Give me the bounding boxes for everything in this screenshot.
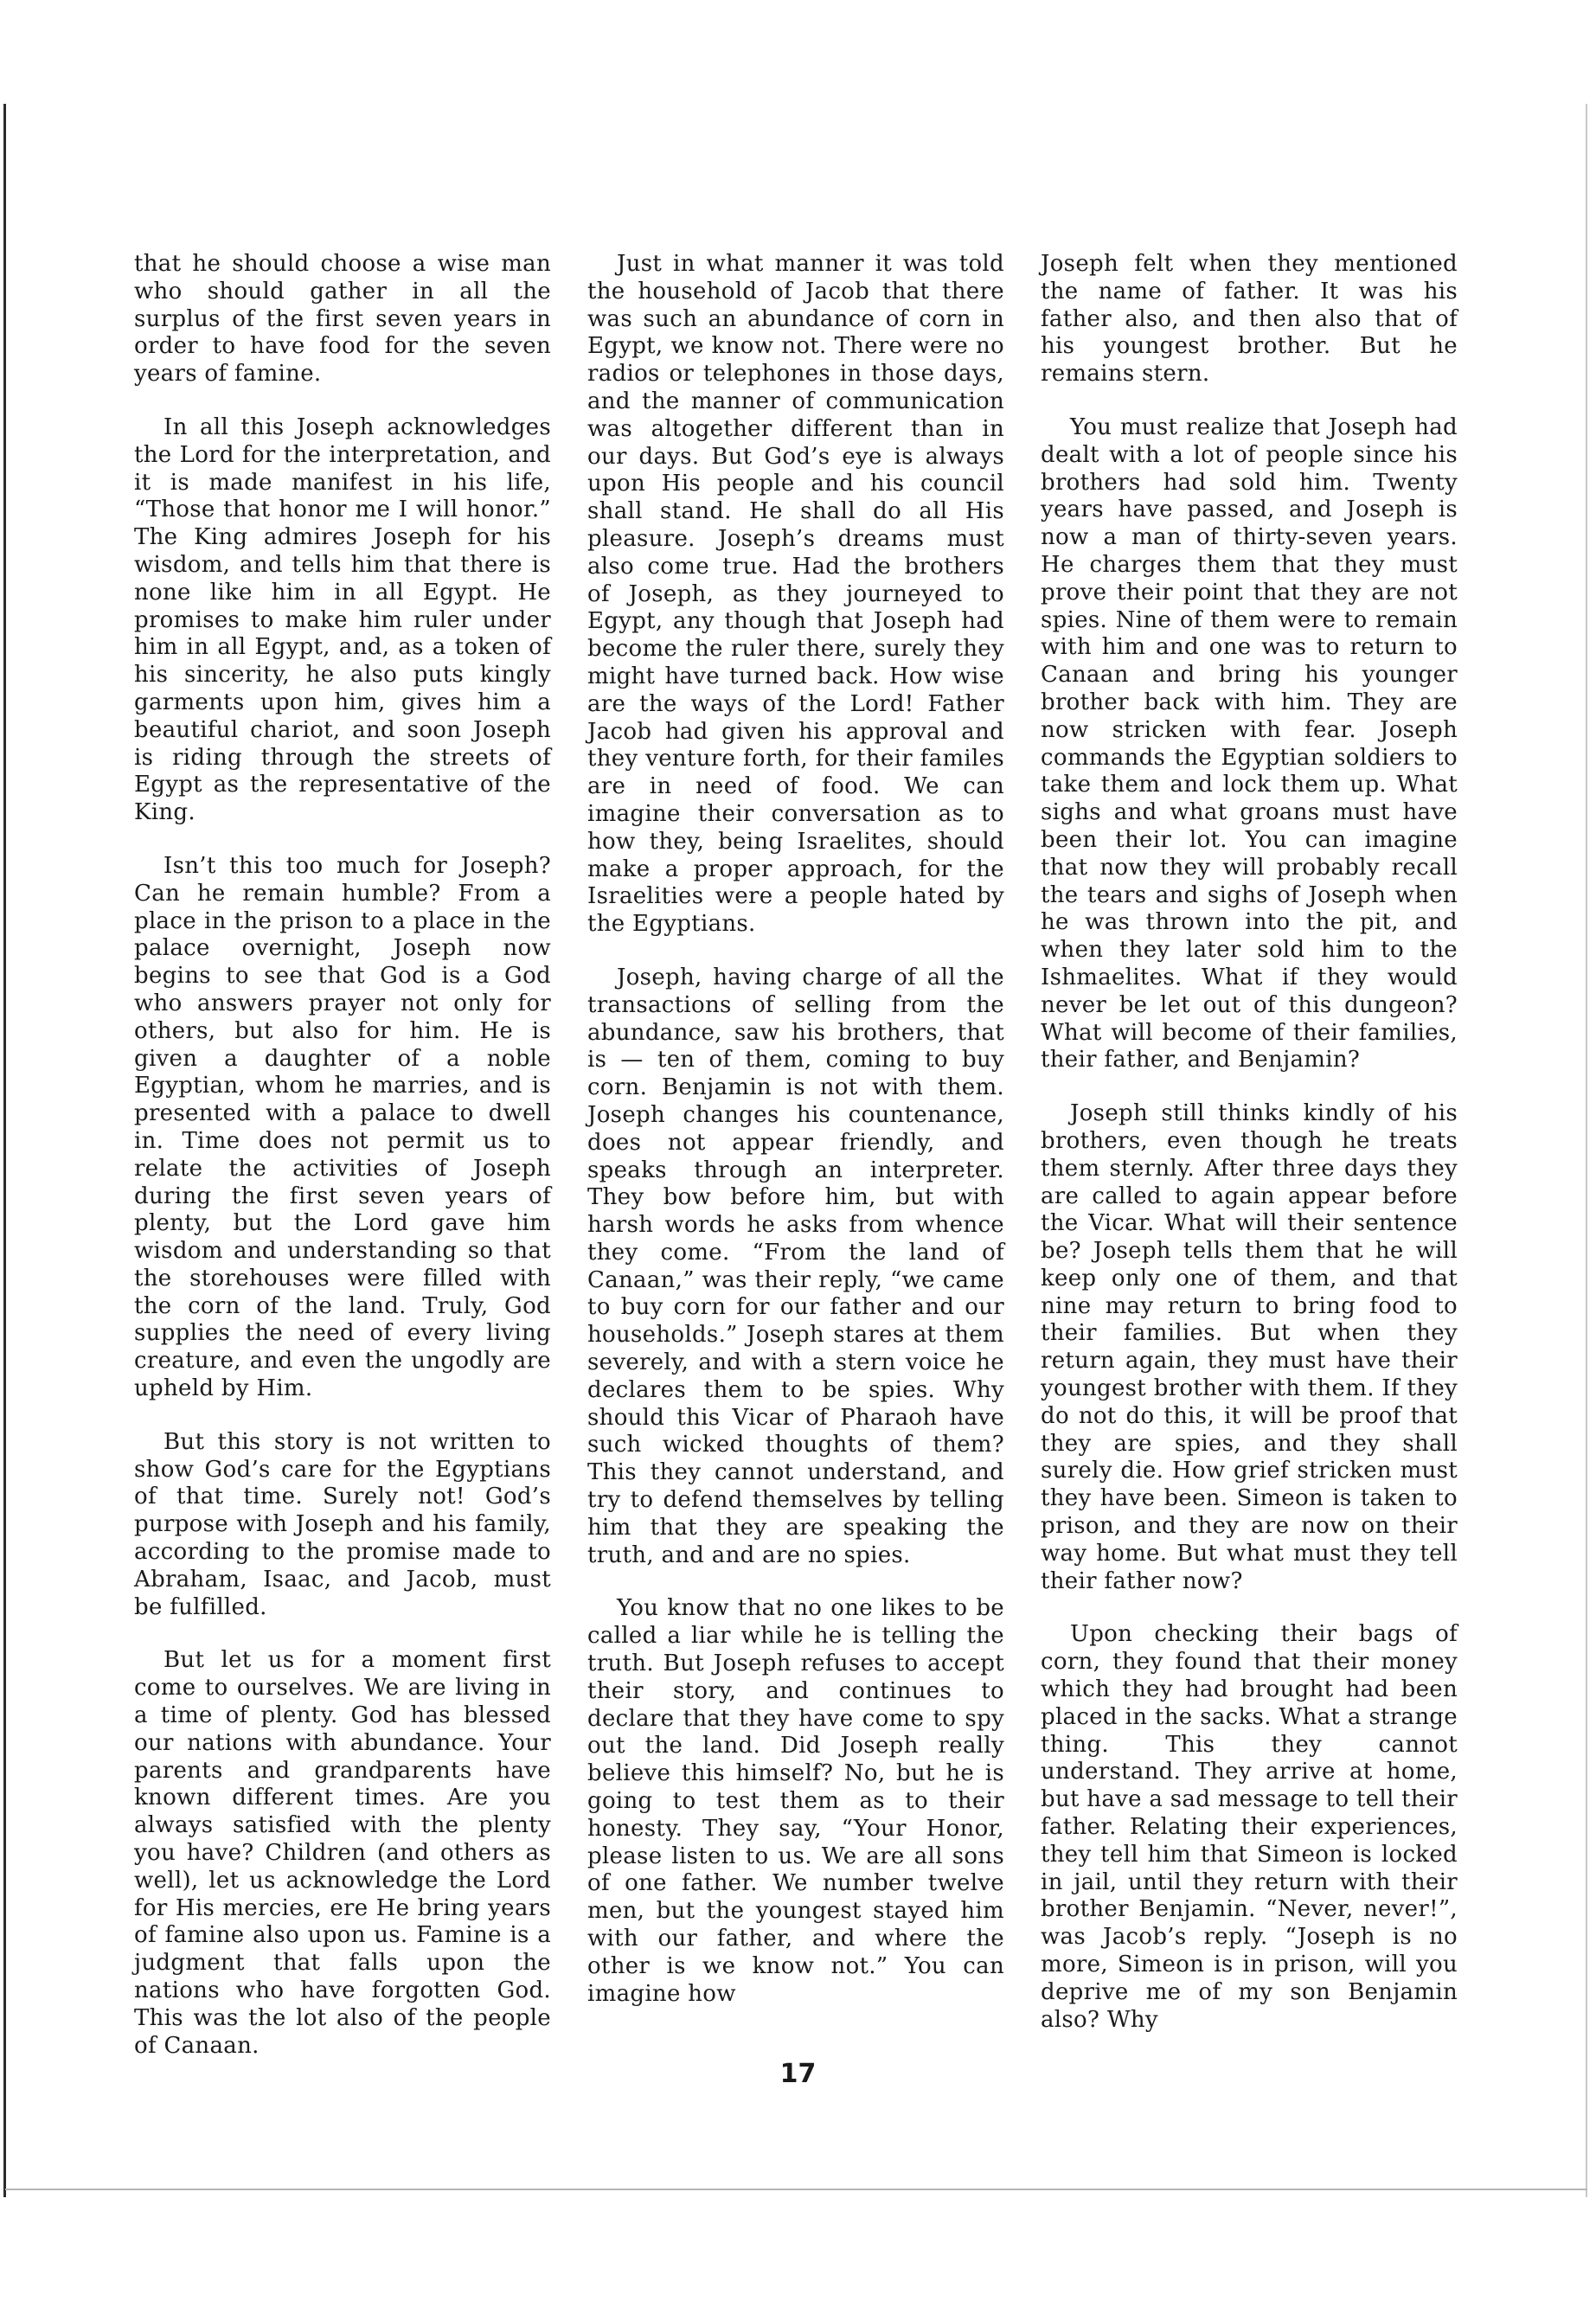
page-edge-left	[3, 104, 6, 2197]
paragraph: Joseph felt when they mentioned the name of father. It was his father also, and then also that of his youngest brother. But he remains stern.	[1041, 251, 1458, 388]
paragraph: Joseph, having charge of all the transactions of selling from the abundance, saw his brothers, that is — ten of them, coming to buy corn. Benjamin is not with them. Joseph changes his countenance, does not appear friendly, and speaks through an interpreter. They bow before him, but with harsh words he asks from whence they come. “From the land of Canaan,” was their reply, “we came to buy corn for our father and our households.” Joseph stares at them severely, and with a stern voice he declares them to be spies. Why should this Vicar of Pharaoh have such wicked thoughts of them? This they cannot understand, and try to defend themselves by telling him that they are speaking the truth, and and are no spies.	[587, 964, 1004, 1568]
paragraph: Joseph still thinks kindly of his brothers, even though he treats them sternly. After three days they are called to again appear before the Vicar. What will their sentence be? Joseph tells them that he will keep only one of them, and that nine may return to bring food to their families. But when they return again, they must have their youngest brother with them. If they do not do this, it will be proof that they are spies, and they shall surely die. How grief stricken must they have been. Simeon is taken to prison, and they are now on their way home. But what must they tell their father now?	[1041, 1100, 1458, 1594]
column-left	[134, 251, 551, 2086]
paragraph: that he should choose a wise man who should gather in all the surplus of the first seven years in order to have food for the seven years of famine.	[134, 251, 551, 388]
paragraph: Just in what manner it was told the household of Jacob that there was such an abundance of corn in Egypt, we know not. There were no radios or telephones in those days, and the manner of communication was altogether different than in our days. But God’s eye is always upon His people and his council shall stand. He shall do all His pleasure. Joseph’s dreams must also come true. Had the brothers of Joseph, as they journeyed to Egypt, any though that Joseph had become the ruler there, surely they might have turned back. How wise are the ways of the Lord! Father Jacob had given his approval and they venture forth, for their familes are in need of food. We can imagine their conversation as to how they, being Israelites, should make a proper approach, for the Israelities were a people hated by the Egyptians.	[587, 251, 1004, 938]
paragraph: Upon checking their bags of corn, they found that their money which they had brought had been placed in the sacks. What a strange thing. This they cannot understand. They arrive at home, but have a sad message to tell their father. Relating their experiences, they tell him that Simeon is locked in jail, until they return with their brother Benjamin. “Never, never!”, was Jacob’s reply. “Joseph is no more, Simeon is in prison, will you deprive me of my son Benjamin also? Why	[1041, 1621, 1458, 2033]
text-columns	[134, 251, 1458, 2086]
page-edge-right	[1586, 104, 1587, 2197]
paragraph: You know that no one likes to be called a liar while he is telling the truth. But Joseph refuses to accept their story, and continues to declare that they have come to spy out the land. Did Joseph really believe this himself? No, but he is going to test them as to their honesty. They say, “Your Honor, please listen to us. We are all sons of one father. We number twelve men, but the youngest stayed him with our father, and where the other is we know not.” You can imagine how	[587, 1595, 1004, 2007]
column-right	[1041, 251, 1458, 2086]
paragraph: You must realize that Joseph had dealt with a lot of people since his brothers had sold him. Twenty years have passed, and Joseph is now a man of thirty-seven years. He charges them that they must prove their point that they are not spies. Nine of them were to remain with him and one was to return to Canaan and bring his younger brother back with him. They are now stricken with fear. Joseph commands the Egyptian soldiers to take them and lock them up. What sighs and what groans must have been their lot. You can imagine that now they will probably recall the tears and sighs of Joseph when he was thrown into the pit, and when they later sold him to the Ishmaelites. What if they would never be let out of this dungeon? What will become of their families, their father, and Benjamin?	[1041, 413, 1458, 1074]
column-middle	[587, 251, 1004, 2086]
paragraph: But this story is not written to show God’s care for the Egyptians of that time. Surely not! God’s purpose with Joseph and his family, according to the promise made to Abraham, Isaac, and Jacob, must be fulfilled.	[134, 1428, 551, 1620]
paragraph: But let us for a moment first come to ourselves. We are living in a time of plenty. God has blessed our nations with abundance. Your parents and grandparents have known different times. Are you always satisfied with the plenty you have? Children (and others as well), let us acknowledge the Lord for His mercies, ere He bring years of famine also upon us. Famine is a judgment that falls upon the nations who have forgotten God. This was the lot also of the people of Canaan.	[134, 1647, 551, 2059]
page-number: 17	[779, 2059, 817, 2089]
page-edge-bottom	[5, 2189, 1587, 2190]
paragraph: Isn’t this too much for Joseph? Can he remain humble? From a place in the prison to a place in the palace overnight, Joseph now begins to see that God is a God who answers prayer not only for others, but also for him. He is given a daughter of a noble Egyptian, whom he marries, and is presented with a palace to dwell in. Time does not permit us to relate the activities of Joseph during the first seven years of plenty, but the Lord gave him wisdom and understanding so that the storehouses were filled with the corn of the land. Truly, God supplies the need of every living creature, and even the ungodly are upheld by Him.	[134, 852, 551, 1402]
paragraph: In all this Joseph acknowledges the Lord for the interpretation, and it is made manifest in his life, “Those that honor me I will honor.” The King admires Joseph for his wisdom, and tells him that there is none like him in all Egypt. He promises to make him ruler under him in all Egypt, and, as a token of his sincerity, he also puts kingly garments upon him, gives him a beautiful chariot, and soon Joseph is riding through the streets of Egypt as the representative of the King.	[134, 413, 551, 826]
